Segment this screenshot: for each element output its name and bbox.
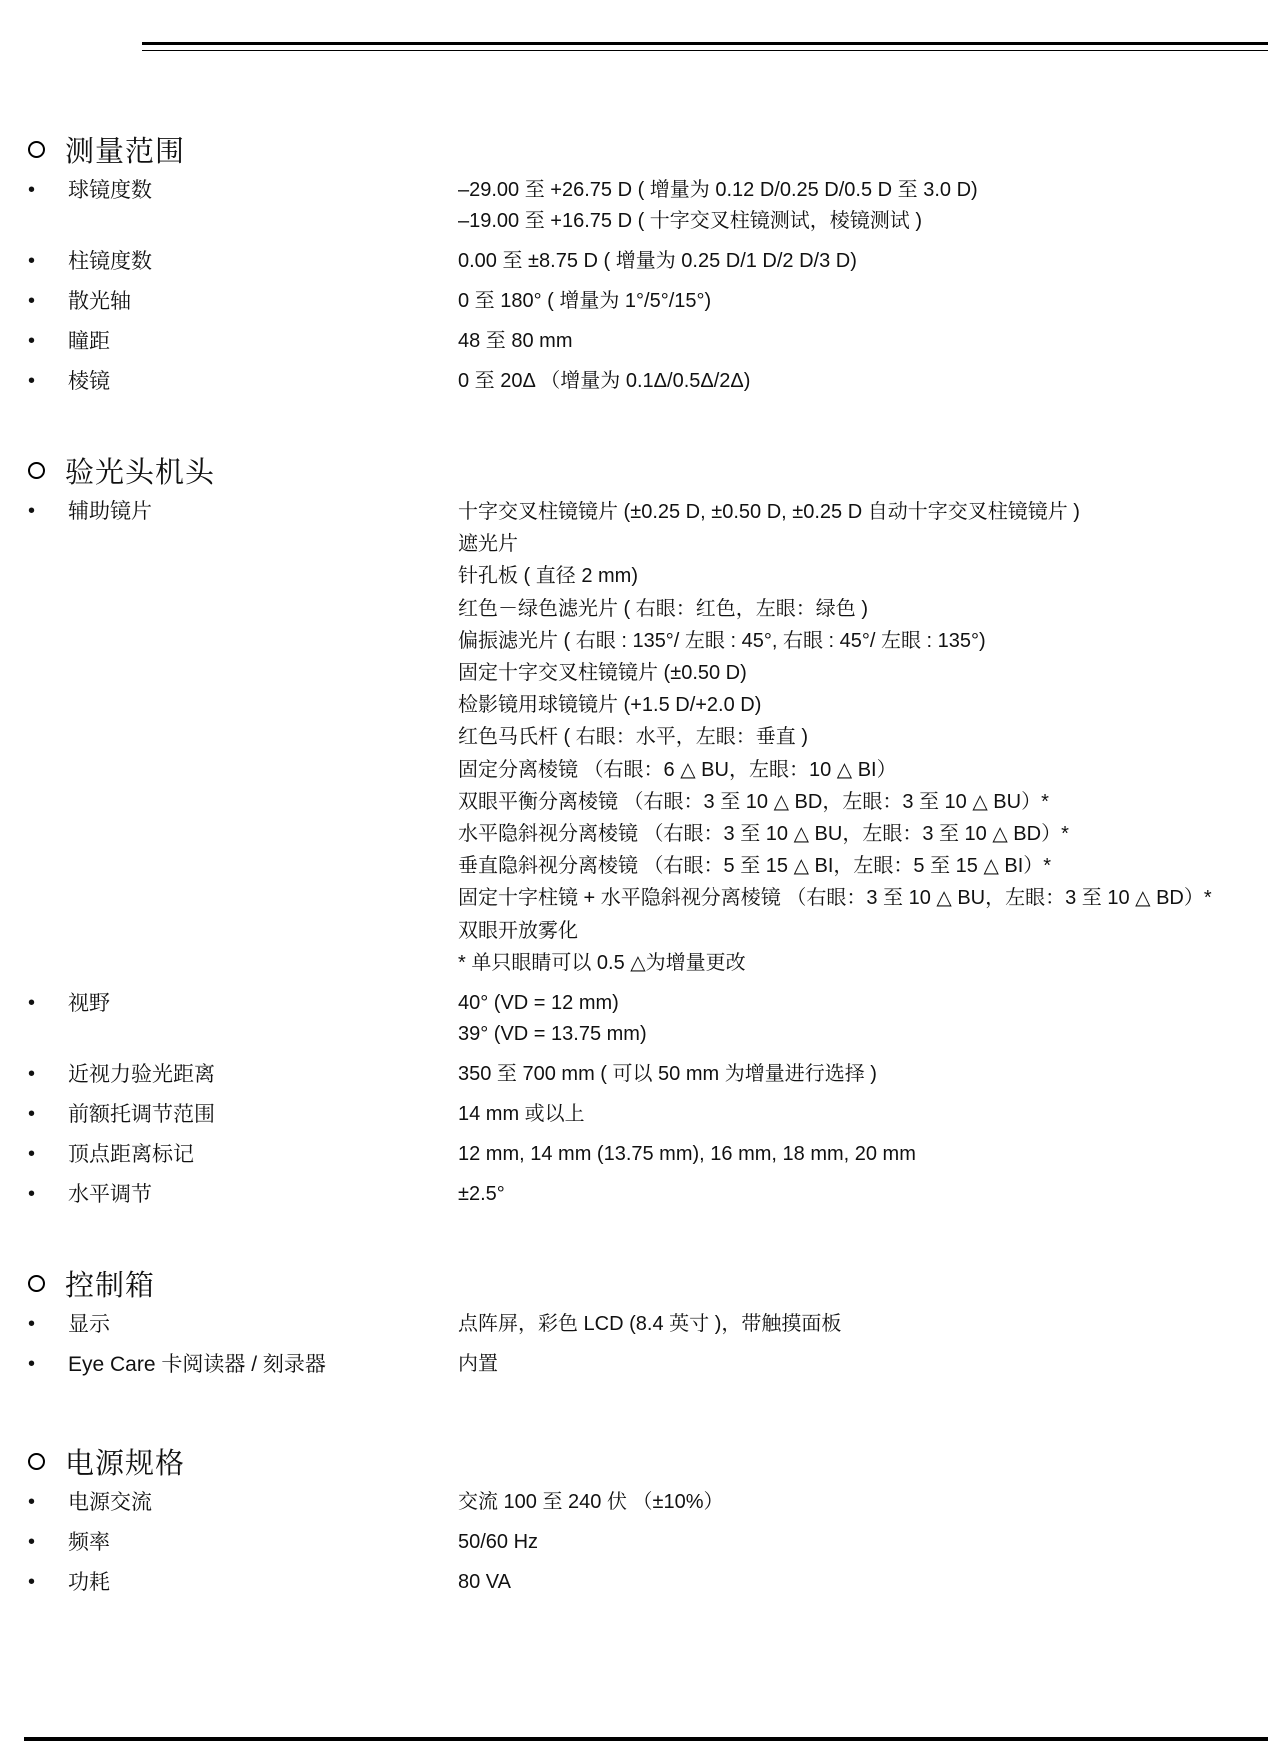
spec-value-line: 垂直隐斜视分离棱镜 （右眼：5 至 15 △ BI，左眼：5 至 15 △ BI）* xyxy=(458,855,1052,878)
spec-value-line: 0.00 至 ±8.75 D ( 增量为 0.25 D/1 D/2 D/3 D) xyxy=(458,250,857,272)
bullet-icon: • xyxy=(28,1353,36,1375)
section-title: 验光头机头 xyxy=(65,454,216,489)
spec-value-line: 40° (VD = 12 mm) xyxy=(458,992,619,1015)
spec-value-line: 48 至 80 mm xyxy=(458,330,573,352)
bullet-icon: • xyxy=(28,500,36,522)
bullet-icon: • xyxy=(28,1571,36,1593)
bullet-icon: • xyxy=(28,1531,36,1553)
footer-rule xyxy=(24,1737,1268,1741)
spec-value-line: 检影镜用球镜镜片 (+1.5 D/+2.0 D) xyxy=(458,694,762,717)
spec-values xyxy=(458,1139,1268,1170)
spec-values xyxy=(458,286,1268,317)
spec-row xyxy=(28,1487,1268,1518)
spec-row xyxy=(28,1099,1268,1130)
bullet-icon: • xyxy=(28,290,36,312)
circle-icon xyxy=(28,1275,45,1292)
section-2 xyxy=(28,1261,1268,1389)
spec-value-line: 50/60 Hz xyxy=(458,1531,539,1553)
spec-value-line: 十字交叉柱镜镜片 (±0.25 D, ±0.50 D, ±0.25 D 自动十字交叉柱镜镜片 ) xyxy=(458,501,1080,523)
spec-label: 显示 xyxy=(68,1313,110,1336)
spec-values xyxy=(458,988,1268,1050)
section-0 xyxy=(28,127,1268,406)
section-title: 测量范围 xyxy=(65,133,186,168)
section-heading xyxy=(28,127,1268,171)
bullet-icon: • xyxy=(28,1103,36,1126)
spec-label: 水平调节 xyxy=(68,1183,152,1207)
bullet-icon: • xyxy=(28,1143,36,1166)
spec-value-line: 14 mm 或以上 xyxy=(458,1103,585,1126)
spec-values xyxy=(458,1059,1268,1090)
bullet-icon: • xyxy=(28,1313,36,1335)
spec-value-line: 双眼开放雾化 xyxy=(458,919,578,942)
spec-row xyxy=(28,366,1268,397)
spec-value-line: 0 至 180° ( 增量为 1°/5°/15°) xyxy=(458,290,712,312)
spec-row xyxy=(28,1309,1268,1340)
spec-values xyxy=(458,1567,1268,1598)
bullet-icon: • xyxy=(28,179,36,201)
spec-label: 近视力验光距离 xyxy=(68,1063,215,1087)
bullet-icon: • xyxy=(28,330,36,352)
spec-value-line: 交流 100 至 240 伏 （±10%） xyxy=(458,1491,724,1513)
bullet-icon: • xyxy=(28,1183,36,1206)
header-rule-thin xyxy=(142,50,1268,51)
spec-row xyxy=(28,988,1268,1050)
section-title: 控制箱 xyxy=(65,1267,156,1302)
spec-value-line: –19.00 至 +16.75 D ( 十字交叉柱镜测试，棱镜测试 ) xyxy=(458,210,923,232)
spec-value-line: 点阵屏，彩色 LCD (8.4 英寸 )，带触摸面板 xyxy=(458,1313,842,1335)
spec-row xyxy=(28,175,1268,237)
spec-value-line: 双眼平衡分离棱镜 （右眼：3 至 10 △ BD，左眼：3 至 10 △ BU）* xyxy=(458,790,1049,813)
bullet-icon: • xyxy=(28,1063,36,1086)
spec-label: 功耗 xyxy=(68,1571,110,1594)
spec-value-line: 红色－绿色滤光片 ( 右眼：红色，左眼：绿色 ) xyxy=(458,597,868,620)
spec-row xyxy=(28,326,1268,357)
spec-values xyxy=(458,496,1268,979)
header-rule-thick xyxy=(142,42,1268,45)
section-3 xyxy=(28,1439,1268,1607)
spec-label: 辅助镜片 xyxy=(68,500,152,523)
bullet-icon: • xyxy=(28,992,36,1015)
spec-values xyxy=(458,1487,1268,1518)
spec-row xyxy=(28,496,1268,979)
spec-label: 瞳距 xyxy=(68,330,110,353)
spec-label: 频率 xyxy=(68,1531,110,1554)
spec-label: 球镜度数 xyxy=(68,179,152,202)
spec-values xyxy=(458,175,1268,237)
circle-icon xyxy=(28,1453,45,1470)
bullet-icon: • xyxy=(28,370,36,392)
spec-value-line: 0 至 20Δ （增量为 0.1Δ/0.5Δ/2Δ) xyxy=(458,370,751,392)
spec-row xyxy=(28,246,1268,277)
spec-values xyxy=(458,246,1268,277)
spec-row xyxy=(28,1527,1268,1558)
spec-value-line: 固定十字柱镜 + 水平隐斜视分离棱镜 （右眼：3 至 10 △ BU，左眼：3 至 10 △ BD）* xyxy=(458,887,1212,910)
section-heading xyxy=(28,448,1268,492)
spec-value-line: 固定分离棱镜 （右眼：6 △ BU，左眼：10 △ BI） xyxy=(458,758,897,781)
spec-values xyxy=(458,366,1268,397)
spec-values xyxy=(458,326,1268,357)
spec-value-line: 39° (VD = 13.75 mm) xyxy=(458,1023,647,1046)
spec-values xyxy=(458,1349,1268,1380)
spec-value-line: 遮光片 xyxy=(458,533,518,556)
spec-value-line: 红色马氏杆 ( 右眼：水平，左眼：垂直 ) xyxy=(458,726,808,749)
spec-value-line: 水平隐斜视分离棱镜 （右眼：3 至 10 △ BU，左眼：3 至 10 △ BD）* xyxy=(458,823,1069,846)
section-heading xyxy=(28,1439,1268,1483)
spec-row xyxy=(28,1567,1268,1598)
spec-value-line: 内置 xyxy=(458,1353,498,1375)
spec-label: 视野 xyxy=(68,992,110,1016)
section-heading xyxy=(28,1261,1268,1305)
spec-label: 前额托调节范围 xyxy=(68,1103,215,1127)
section-1 xyxy=(28,448,1268,1219)
spec-label: 顶点距离标记 xyxy=(68,1143,194,1167)
spec-value-line: * 单只眼睛可以 0.5 △为增量更改 xyxy=(458,951,746,974)
spec-label: 散光轴 xyxy=(68,290,131,313)
spec-row xyxy=(28,1139,1268,1170)
spec-label: 柱镜度数 xyxy=(68,250,152,273)
bullet-icon: • xyxy=(28,1491,36,1513)
spec-row xyxy=(28,1349,1268,1380)
spec-row xyxy=(28,286,1268,317)
spec-row xyxy=(28,1179,1268,1210)
spec-label: 电源交流 xyxy=(68,1491,152,1514)
spec-value-line: 350 至 700 mm ( 可以 50 mm 为增量进行选择 ) xyxy=(458,1063,877,1086)
spec-value-line: 80 VA xyxy=(458,1571,511,1593)
spec-value-line: ±2.5° xyxy=(458,1183,505,1206)
circle-icon xyxy=(28,141,45,158)
spec-label: 棱镜 xyxy=(68,370,110,393)
spec-values xyxy=(458,1527,1268,1558)
bullet-icon: • xyxy=(28,250,36,272)
spec-label: Eye Care 卡阅读器 / 刻录器 xyxy=(68,1353,326,1376)
section-title: 电源规格 xyxy=(65,1445,186,1480)
circle-icon xyxy=(28,462,45,479)
spec-value-line: 12 mm, 14 mm (13.75 mm), 16 mm, 18 mm, 20 mm xyxy=(458,1143,916,1166)
spec-values xyxy=(458,1309,1268,1340)
spec-value-line: 偏振滤光片 ( 右眼 : 135°/ 左眼 : 45°, 右眼 : 45°/ 左眼 : 135°) xyxy=(458,629,986,652)
spec-values xyxy=(458,1179,1268,1210)
spec-values xyxy=(458,1099,1268,1130)
spec-value-line: –29.00 至 +26.75 D ( 增量为 0.12 D/0.25 D/0.5 D 至 3.0 D) xyxy=(458,179,978,201)
spec-row xyxy=(28,1059,1268,1090)
spec-value-line: 固定十字交叉柱镜镜片 (±0.50 D) xyxy=(458,662,747,685)
spec-value-line: 针孔板 ( 直径 2 mm) xyxy=(458,565,638,588)
